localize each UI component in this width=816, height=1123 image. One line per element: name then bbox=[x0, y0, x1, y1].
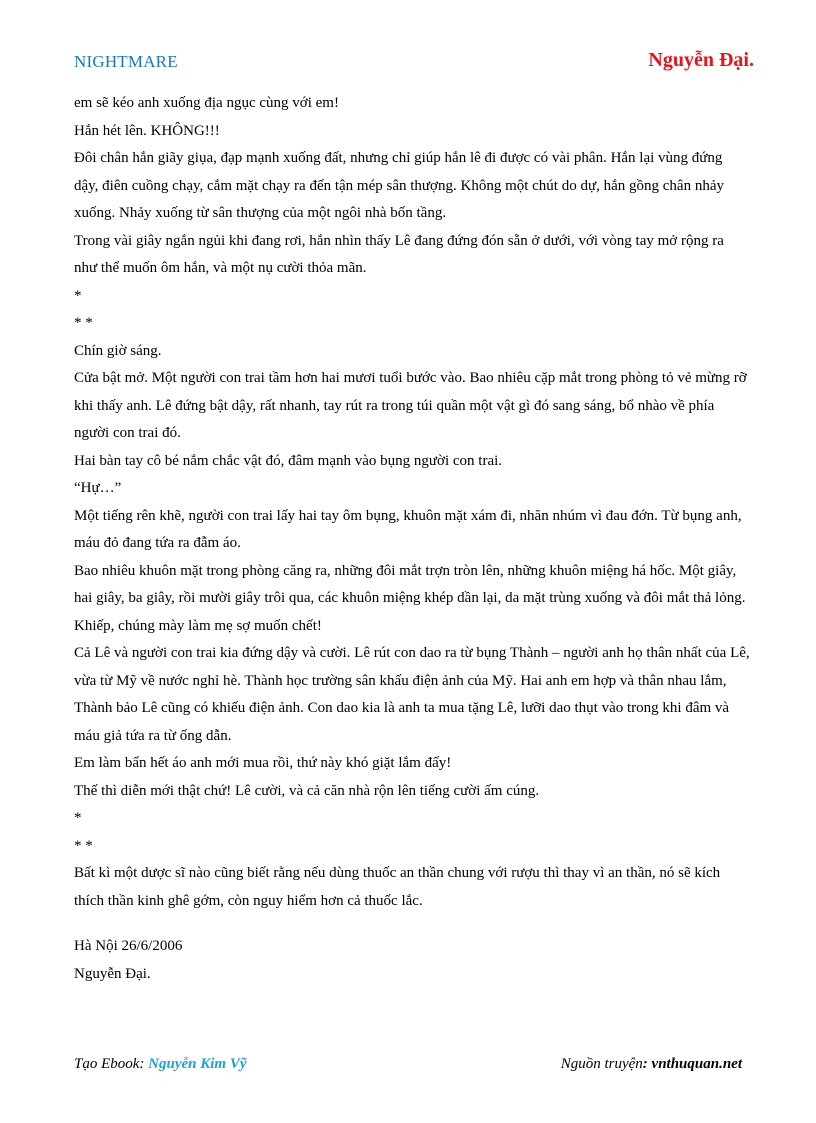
paragraph: Trong vài giây ngắn ngủi khi đang rơi, hắn nhìn thấy Lê đang đứng đón sẵn ở dưới, với vòng tay mở rộng ra như thể muốn ôm hắn, và một nụ cười thỏa mãn. bbox=[74, 232, 724, 276]
section-separator: * * bbox=[74, 315, 93, 331]
paragraph: Em làm bẩn hết áo anh mới mua rồi, thứ này khó giặt lắm đấy! bbox=[74, 755, 452, 771]
paragraph: Bao nhiêu khuôn mặt trong phòng căng ra, những đôi mắt trợn tròn lên, những khuôn miệng há hốc. Một giây, hai giây, ba giây, rồi mười giây trôi qua, các khuôn miệng khép dần lại, da mặt trùng xuống và đôi mắt thả lỏng. bbox=[74, 562, 746, 606]
paragraph: Khiếp, chúng mày làm mẹ sợ muốn chết! bbox=[74, 617, 322, 634]
paragraph: Hắn hét lên. KHÔNG!!! bbox=[74, 122, 220, 139]
paragraph: Cửa bật mở. Một người con trai tầm hơn hai mươi tuổi bước vào. Bao nhiêu cặp mắt trong phòng tỏ vẻ mừng rỡ khi thấy anh. Lê đứng bật dậy, rất nhanh, tay rút ra trong túi quần một vật gì đó sang sáng, bổ nhào về phía người con trai đó. bbox=[74, 370, 747, 441]
footer-ebook-maker: Nguyễn Kim Vỹ bbox=[148, 1056, 247, 1072]
footer-source-sep: : bbox=[642, 1056, 652, 1072]
paragraph: Bất kì một dược sĩ nào cũng biết rằng nếu dùng thuốc an thần chung với rượu thì thay vì an thần, nó sẽ kích thích thần kinh ghê gớm, còn nguy hiểm hơn cả thuốc lắc. bbox=[74, 865, 721, 909]
footer-ebook-label: Tạo Ebook bbox=[74, 1056, 140, 1072]
signature-author: Nguyễn Đại. bbox=[74, 965, 151, 982]
paragraph: Chín giờ sáng. bbox=[74, 342, 162, 359]
paragraph: “Hự…” bbox=[74, 480, 122, 496]
header-title: NIGHTMARE bbox=[74, 52, 178, 71]
footer-source-link[interactable]: vnthuquan.net bbox=[651, 1056, 742, 1072]
paragraph: Thế thì diễn mới thật chứ! Lê cười, và cả căn nhà rộn lên tiếng cười ấm cúng. bbox=[74, 782, 540, 799]
paragraph: Đôi chân hắn giãy giụa, đạp mạnh xuống đất, nhưng chỉ giúp hắn lê đi được có vài phân. Hắn lại vùng đứng dậy, điên cuồng chạy, cắm mặt chạy ra đến tận mép sân thượng. Không một chút do dự, hắn gồng chân nhảy xuống. Nhảy xuống từ sân thượng của một ngôi nhà bốn tầng. bbox=[74, 150, 724, 221]
signature-place-date: Hà Nội 26/6/2006 bbox=[74, 938, 183, 954]
paragraph: Hai bàn tay cô bé nắm chắc vật đó, đâm mạnh vào bụng người con trai. bbox=[74, 452, 503, 469]
footer-source-credit bbox=[561, 1056, 742, 1073]
section-separator: * bbox=[74, 810, 82, 826]
paragraph: Cả Lê và người con trai kia đứng dậy và cười. Lê rút con dao ra từ bụng Thành – người anh họ thân nhất của Lê, vừa từ Mỹ về nước nghỉ hè. Thành học trường sân khấu điện ảnh của Mỹ. Hai anh em hợp và thân nhau lắm, Thành bảo Lê cũng có khiếu điện ảnh. Con dao kia là anh ta mua tặng Lê, lưỡi dao thụt vào trong khi đâm và máu giả tứa ra từ ống dẫn. bbox=[74, 645, 750, 744]
paragraph: em sẽ kéo anh xuống địa ngục cùng với em! bbox=[74, 95, 339, 111]
section-separator: * bbox=[74, 287, 82, 304]
section-separator: * * bbox=[74, 837, 93, 854]
footer-source-label: Nguồn truyện bbox=[560, 1056, 643, 1072]
header-author: Nguyễn Đại. bbox=[648, 49, 754, 71]
footer-ebook-sep: : bbox=[139, 1056, 149, 1072]
paragraph: Một tiếng rên khẽ, người con trai lấy hai tay ôm bụng, khuôn mặt xám đi, nhăn nhúm vì đau đớn. Từ bụng anh, máu đỏ đang tứa ra đẫm áo. bbox=[74, 507, 742, 551]
story-body bbox=[74, 90, 750, 988]
footer-ebook-credit bbox=[74, 1056, 247, 1073]
